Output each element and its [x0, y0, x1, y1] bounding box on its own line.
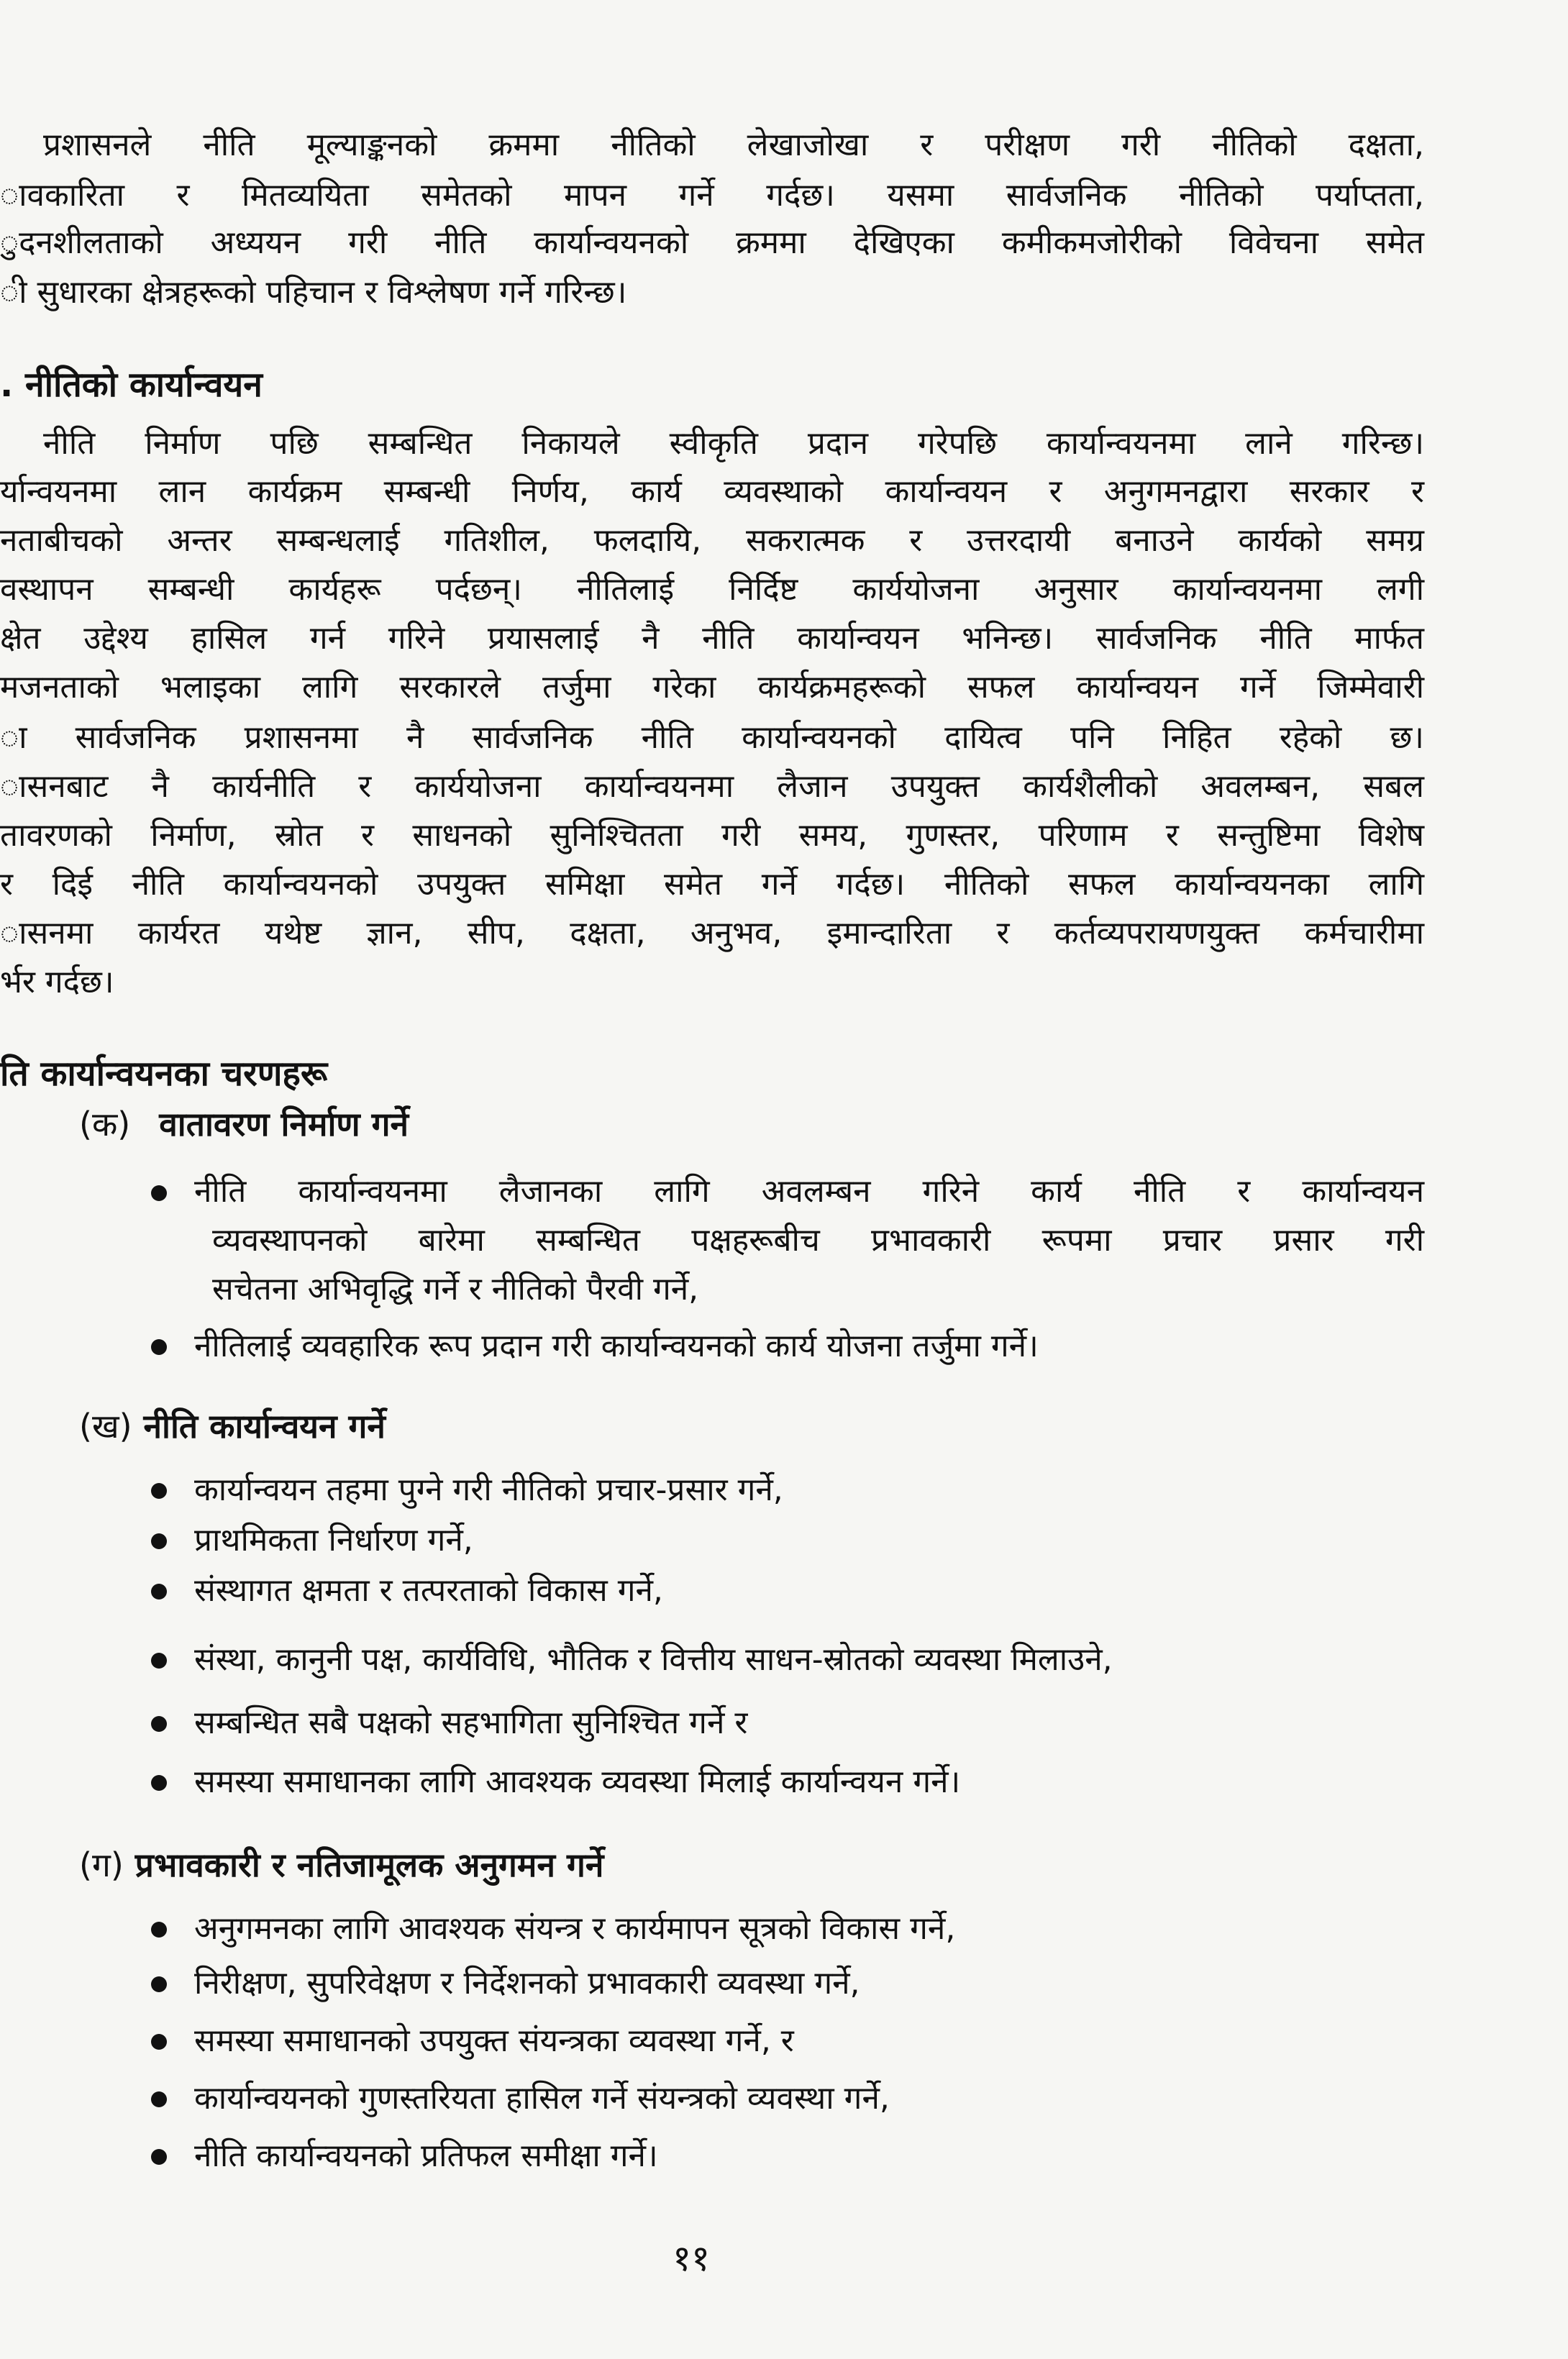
- paragraph-line: नताबीचको अन्तर सम्बन्धलाई गतिशील, फलदायि, सकरात्मक र उत्तरदायी बनाउने कार्यको समग्र: [0, 522, 1424, 559]
- intro-line: ावकारिता र मितव्ययिता समेतको मापन गर्ने गर्दछ। यसमा सार्वजनिक नीतिको पर्याप्तता,: [0, 177, 1424, 214]
- bullet-icon: [151, 1922, 167, 1938]
- bullet-icon: [151, 1339, 167, 1355]
- bullet-icon: [151, 1976, 167, 1992]
- bullet-icon: [151, 1653, 167, 1669]
- step-heading: [79, 1841, 603, 1889]
- section-heading: . नीतिको कार्यान्वयन: [0, 365, 263, 405]
- step-title: वातावरण निर्माण गर्ने: [159, 1105, 409, 1144]
- bullet-icon: [151, 1185, 167, 1201]
- bullet-line: निरीक्षण, सुपरिवेक्षण र निर्देशनको प्रभावकारी व्यवस्था गर्ने,: [194, 1965, 860, 2002]
- paragraph-line: र्भर गर्दछ।: [0, 964, 114, 1000]
- bullet-line: प्राथमिकता निर्धारण गर्ने,: [194, 1522, 473, 1559]
- bullet-icon: [151, 2149, 167, 2165]
- intro-line: प्रशासनले नीति मूल्याङ्कनको क्रममा नीतिको लेखाजोखा र परीक्षण गरी नीतिको दक्षता,: [43, 127, 1424, 163]
- paragraph-line: ासनमा कार्यरत यथेष्ट ज्ञान, सीप, दक्षता, अनुभव, इमान्दारिता र कर्तव्यपरायणयुक्त कर्मचारीमा: [0, 915, 1424, 952]
- bullet-line: नीतिलाई व्यवहारिक रूप प्रदान गरी कार्यान्वयनको कार्य योजना तर्जुमा गर्ने।: [194, 1328, 1039, 1364]
- paragraph-line: मजनताको भलाइका लागि सरकारले तर्जुमा गरेका कार्यक्रमहरूको सफल कार्यान्वयन गर्ने जिम्मेवारी: [0, 669, 1424, 706]
- bullet-icon: [151, 2091, 167, 2107]
- step-heading: [79, 1402, 386, 1450]
- paragraph-line: तावरणको निर्माण, स्रोत र साधनको सुनिश्चितता गरी समय, गुणस्तर, परिणाम र सन्तुष्टिमा विशेष: [0, 817, 1425, 854]
- bullet-line: अनुगमनका लागि आवश्यक संयन्त्र र कार्यमापन सूत्रको विकास गर्ने,: [194, 1910, 956, 1947]
- intro-line: ुदनशीलताको अध्ययन गरी नीति कार्यान्वयनको क्रममा देखिएका कमीकमजोरीको विवेचना समेत: [0, 224, 1424, 261]
- bullet-line: व्यवस्थापनको बारेमा सम्बन्धित पक्षहरूबीच प्रभावकारी रूपमा प्रचार प्रसार गरी: [212, 1222, 1424, 1259]
- page-number: ११: [673, 2237, 710, 2279]
- step-label: (ख): [79, 1407, 132, 1446]
- paragraph-line: ासनबाट नै कार्यनीति र कार्ययोजना कार्यान्वयनमा लैजान उपयुक्त कार्यशैलीको अवलम्बन, सबल: [0, 768, 1424, 805]
- section-heading: ति कार्यान्वयनका चरणहरू: [0, 1054, 328, 1094]
- intro-line: ी सुधारका क्षेत्रहरूको पहिचान र विश्लेषण गर्ने गरिन्छ।: [0, 274, 627, 311]
- bullet-line: नीति कार्यान्वयनमा लैजानका लागि अवलम्बन गरिने कार्य नीति र कार्यान्वयन: [194, 1173, 1424, 1210]
- bullet-icon: [151, 1775, 167, 1791]
- paragraph-line: र्यान्वयनमा लान कार्यक्रम सम्बन्धी निर्णय, कार्य व्यवस्थाको कार्यान्वयन र अनुगमनद्वारा सरकार र: [0, 473, 1424, 510]
- bullet-icon: [151, 1716, 167, 1732]
- step-label: (ग): [79, 1845, 124, 1884]
- paragraph-line: र दिई नीति कार्यान्वयनको उपयुक्त समिक्षा समेत गर्ने गर्दछ। नीतिको सफल कार्यान्वयनका लागि: [0, 866, 1424, 903]
- bullet-icon: [151, 1533, 167, 1549]
- bullet-line: सचेतना अभिवृद्धि गर्ने र नीतिको पैरवी गर्ने,: [212, 1271, 699, 1308]
- bullet-line: संस्थागत क्षमता र तत्परताको विकास गर्ने,: [194, 1572, 663, 1609]
- bullet-icon: [151, 1584, 167, 1600]
- bullet-icon: [151, 1483, 167, 1499]
- bullet-icon: [151, 2034, 167, 2050]
- paragraph-line: ा सार्वजनिक प्रशासनमा नै सार्वजनिक नीति कार्यान्वयनको दायित्व पनि निहित रहेको छ।: [0, 719, 1424, 756]
- step-heading: [79, 1100, 409, 1148]
- bullet-line: समस्या समाधानका लागि आवश्यक व्यवस्था मिलाई कार्यान्वयन गर्ने।: [194, 1763, 961, 1800]
- bullet-line: समस्या समाधानको उपयुक्त संयन्त्रका व्यवस्था गर्ने, र: [194, 2022, 794, 2059]
- step-label: (क): [79, 1105, 131, 1144]
- paragraph-line: क्षेत उद्देश्य हासिल गर्न गरिने प्रयासलाई नै नीति कार्यान्वयन भनिन्छ। सार्वजनिक नीति मार्फत: [0, 620, 1424, 657]
- bullet-line: नीति कार्यान्वयनको प्रतिफल समीक्षा गर्ने।: [194, 2137, 658, 2174]
- bullet-line: कार्यान्वयन तहमा पुग्ने गरी नीतिको प्रचार-प्रसार गर्ने,: [194, 1471, 783, 1508]
- step-title: नीति कार्यान्वयन गर्ने: [143, 1407, 386, 1446]
- bullet-line: कार्यान्वयनको गुणस्तरियता हासिल गर्ने संयन्त्रको व्यवस्था गर्ने,: [194, 2080, 890, 2117]
- paragraph-line: नीति निर्माण पछि सम्बन्धित निकायले स्वीकृति प्रदान गरेपछि कार्यान्वयनमा लाने गरिन्छ।: [43, 425, 1424, 462]
- bullet-line: संस्था, कानुनी पक्ष, कार्यविधि, भौतिक र वित्तीय साधन-स्रोतको व्यवस्था मिलाउने,: [194, 1641, 1113, 1678]
- bullet-line: सम्बन्धित सबै पक्षको सहभागिता सुनिश्चित गर्ने र: [194, 1705, 748, 1741]
- step-title: प्रभावकारी र नतिजामूलक अनुगमन गर्ने: [135, 1845, 604, 1884]
- paragraph-line: वस्थापन सम्बन्धी कार्यहरू पर्दछन्। नीतिलाई निर्दिष्ट कार्ययोजना अनुसार कार्यान्वयनमा लगी: [0, 571, 1424, 608]
